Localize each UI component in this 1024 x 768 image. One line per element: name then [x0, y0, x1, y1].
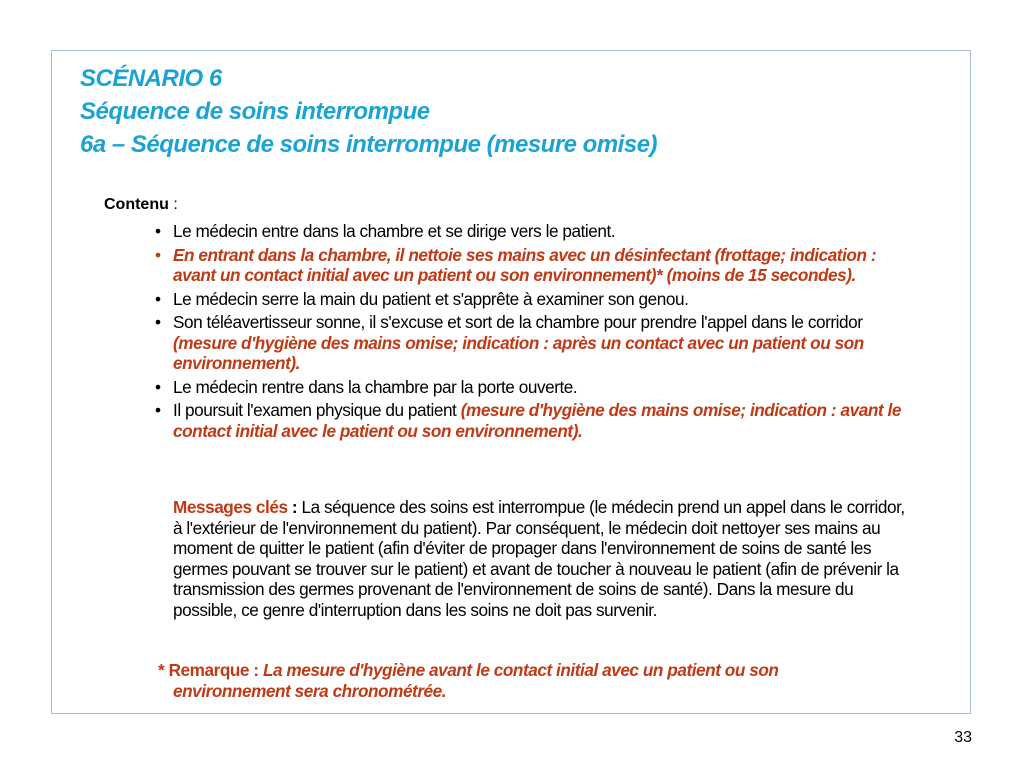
key-messages-colon: :	[287, 497, 302, 517]
list-item	[155, 221, 915, 242]
bullet-text: Il poursuit l'examen physique du patient	[173, 400, 461, 420]
bullet-text: Le médecin entre dans la chambre et se dirige vers le patient.	[173, 221, 616, 241]
bullet-dot: •	[155, 400, 161, 420]
bullet-text: Son téléavertisseur sonne, il s'excuse et sort de la chambre pour prendre l'appel dans le corridor	[173, 312, 863, 332]
bullet-list	[155, 221, 915, 444]
bullet-red-text: (mesure d'hygiène des mains omise; indication : avant le contact initial avec le patient ou son environnement).	[173, 400, 901, 441]
bullet-text: Le médecin serre la main du patient et s'apprête à examiner son genou.	[173, 288, 689, 309]
bullet-dot: •	[155, 312, 161, 332]
title-line-1: SCÉNARIO 6	[80, 65, 222, 92]
list-item	[155, 312, 915, 374]
page-number: 33	[954, 729, 972, 746]
list-item	[155, 377, 915, 398]
list-item	[155, 400, 915, 441]
bullet-dot: •	[155, 244, 161, 265]
bullet-text: Le médecin rentre dans la chambre par la porte ouverte.	[173, 376, 578, 397]
key-messages-label: Messages clés	[173, 497, 288, 517]
bullet-dot: •	[155, 288, 161, 309]
contenu-colon: :	[168, 196, 178, 213]
list-item	[155, 245, 915, 286]
bullet-dot: •	[155, 221, 161, 241]
remark-label: * Remarque :	[158, 660, 263, 680]
title-line-3: 6a – Séquence de soins interrompue (mesure omise)	[80, 131, 658, 158]
key-messages	[173, 497, 918, 620]
bullet-red-text: En entrant dans la chambre, il nettoie ses mains avec un désinfectant (frottage; indication : avant un contact initial avec un patient ou son environnement)* (moins de 15 secondes).	[173, 244, 877, 285]
contenu-label: Contenu	[104, 196, 169, 213]
contenu-heading	[104, 194, 178, 216]
bullet-dot: •	[155, 376, 161, 397]
key-messages-body: La séquence des soins est interrompue (le médecin prend un appel dans le corridor, à l'extérieur de l'environnement du patient). Par conséquent, le médecin doit nettoyer ses mains au moment de quitter le patient (afin d'éviter de propager dans l'environnement de soins de santé les germes pouvant se trouver sur le patient) et avant de toucher à nouveau le patient (afin de prévenir la transmission des germes provenant de l'environnement de soins de santé). Dans la mesure du possible, ce genre d'interruption dans les soins ne doit pas survenir.	[173, 497, 905, 620]
remark-note	[158, 660, 918, 701]
slide-title	[80, 62, 657, 161]
list-item	[155, 289, 915, 310]
bullet-red-text: (mesure d'hygiène des mains omise; indication : après un contact avec un patient ou son environnement).	[173, 332, 864, 373]
remark-body-line-2: environnement sera chronométrée.	[173, 680, 447, 701]
remark-body-line-1: La mesure d'hygiène avant le contact initial avec un patient ou son	[262, 660, 779, 680]
title-line-2: Séquence de soins interrompue	[80, 98, 430, 125]
